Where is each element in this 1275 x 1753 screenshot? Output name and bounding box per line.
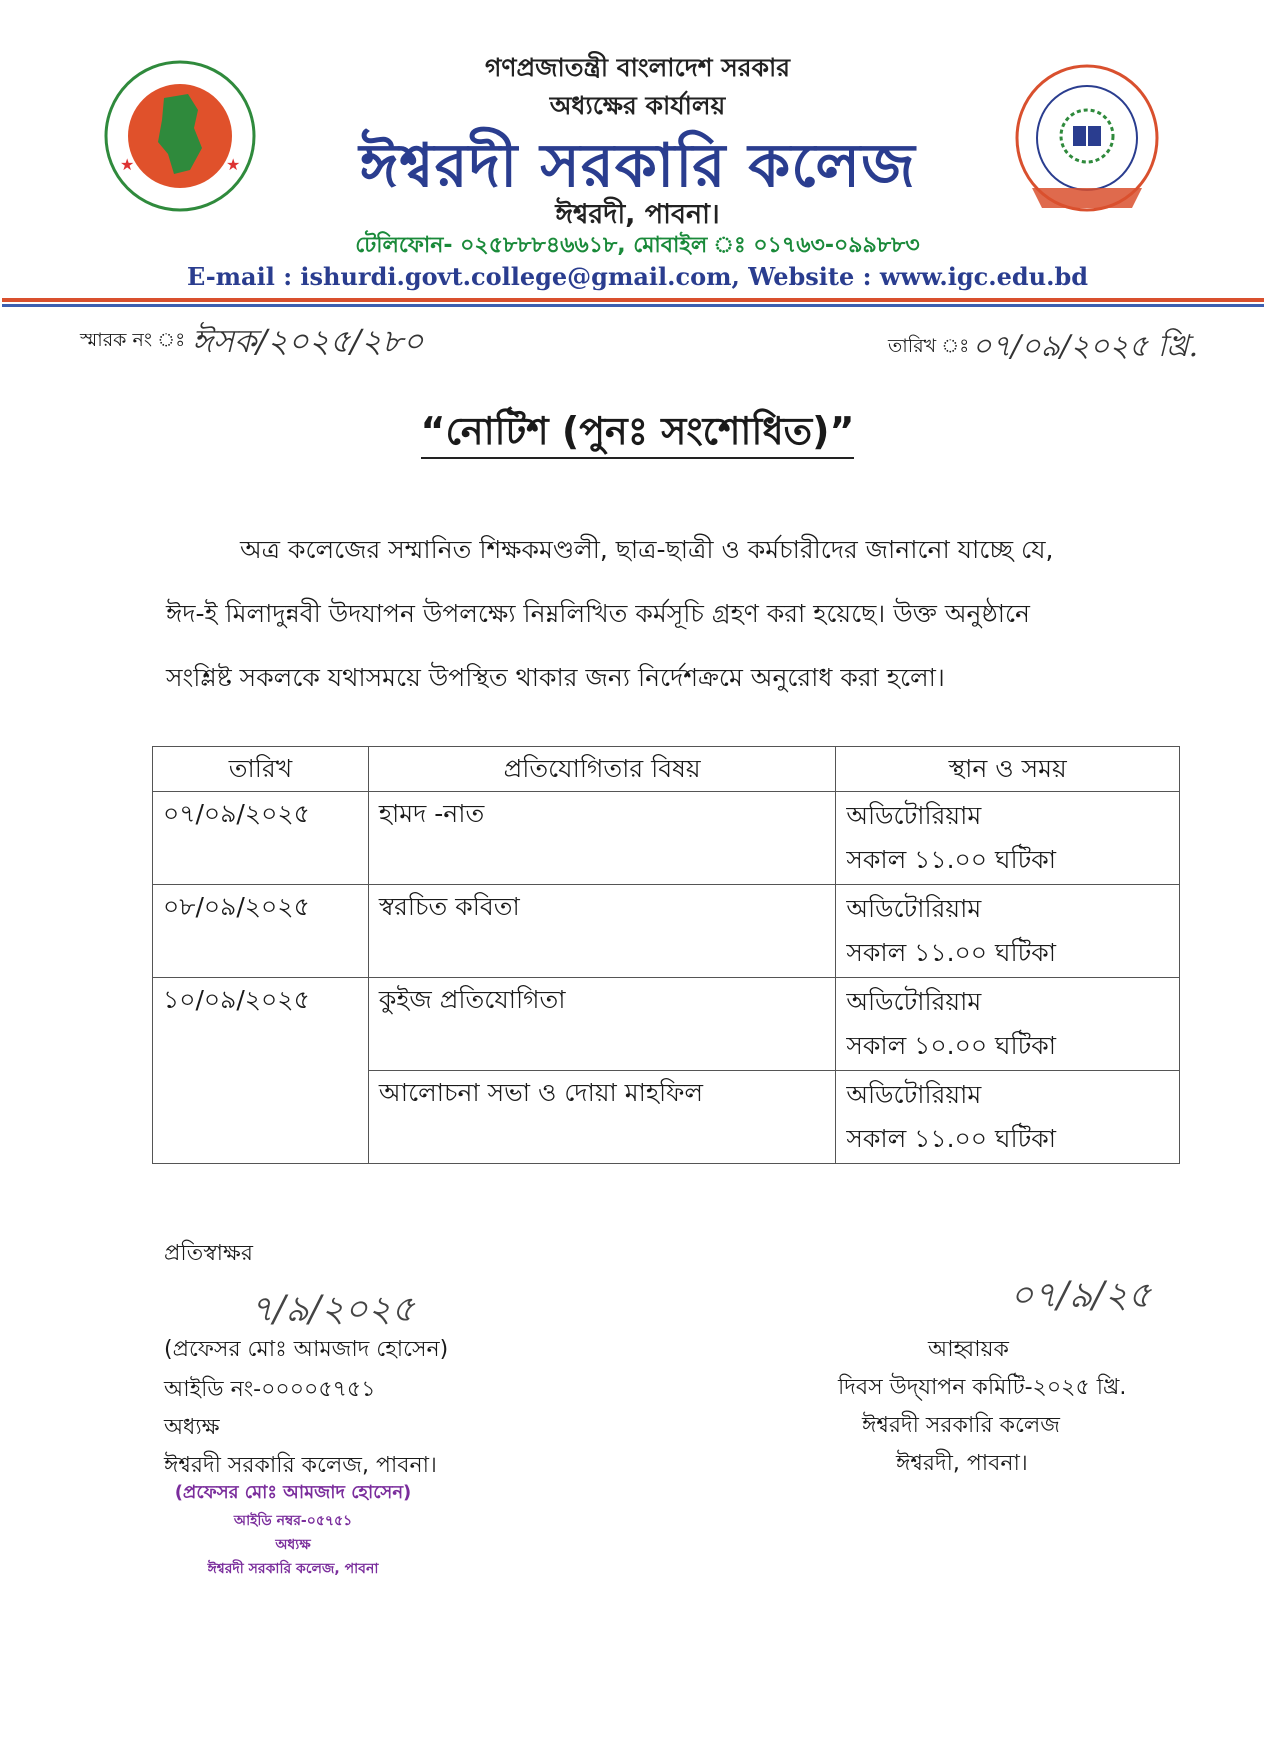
row-venue: অডিটোরিয়াম <box>846 801 982 830</box>
row-subject: কুইজ প্রতিযোগিতা <box>368 978 835 1071</box>
college-location: ঈশ্বরদী, পাবনা। <box>555 199 720 230</box>
stamp-name: (প্রফেসর মোঃ আমজাদ হোসেন) <box>174 1482 412 1503</box>
govt-heading: গণপ্রজাতন্ত্রী বাংলাদেশ সরকার <box>485 53 790 82</box>
office-heading: অধ্যক্ষের কার্যালয় <box>549 91 726 120</box>
convener-committee: দিবস উদ্‌যাপন কমিটি-২০২৫ খ্রি. <box>838 1375 1127 1400</box>
table-row <box>153 978 1180 1071</box>
header-subject: প্রতিযোগিতার বিষয় <box>368 747 835 792</box>
convener-signature-date: ০৭/৯/২৫ <box>1010 1275 1152 1316</box>
row-venue-time <box>836 1071 1180 1164</box>
seal-star-right: ★ <box>226 155 241 174</box>
countersign-label: প্রতিস্বাক্ষর <box>164 1241 253 1266</box>
header-date: তারিখ <box>153 747 369 792</box>
table-row <box>153 792 1180 885</box>
schedule-table <box>152 746 1180 1164</box>
row-time: সকাল ১১.০০ ঘটিকা <box>846 938 1056 967</box>
row-date: ০৭/০৯/২০২৫ <box>153 792 369 885</box>
stamp-institution: ঈশ্বরদী সরকারি কলেজ, পাবনা <box>207 1561 379 1577</box>
date-value: ০৭/০৯/২০২৫ খ্রি. <box>972 329 1199 364</box>
row-subject: হামদ -নাত <box>368 792 835 885</box>
principal-stamp <box>168 1478 418 1581</box>
college-name: ঈশ্বরদী সরকারি কলেজ <box>359 131 916 201</box>
header-divider-blue <box>2 304 1264 307</box>
principal-signature-date: ৭/৯/২০২৫ <box>250 1289 415 1330</box>
row-venue: অডিটোরিয়াম <box>846 987 982 1016</box>
row-time: সকাল ১১.০০ ঘটিকা <box>846 845 1056 874</box>
row-venue: অডিটোরিয়াম <box>846 894 982 923</box>
stamp-id: আইডি নম্বর-০৫৭৫১ <box>233 1513 353 1529</box>
convener-role: আহ্বায়ক <box>928 1337 1009 1362</box>
notice-line-2: ঈদ-ই মিলাদুন্নবী উদযাপন উপলক্ষ্যে নিম্নলিখিত কর্মসূচি গ্রহণ করা হয়েছে। উক্ত অনুষ্ঠানে <box>166 599 1030 628</box>
row-time: সকাল ১১.০০ ঘটিকা <box>846 1124 1056 1153</box>
contact-email-website: E-mail : ishurdi.govt.college@gmail.com, Website : www.igc.edu.bd <box>186 262 1089 291</box>
header-venue-time: স্থান ও সময় <box>836 747 1180 792</box>
memo-number: ঈসক/২০২৫/২৮০ <box>192 322 424 360</box>
memo-label: স্মারক নং ঃ <box>80 329 186 351</box>
principal-institution: ঈশ্বরদী সরকারি কলেজ, পাবনা। <box>164 1453 437 1478</box>
notice-title: “নোটিশ (পুনঃ সংশোধিত)” <box>0 402 1275 466</box>
table-row <box>153 885 1180 978</box>
principal-id: আইডি নং-০০০০৫৭৫১ <box>164 1377 376 1402</box>
row-venue-time <box>836 885 1180 978</box>
contact-phone: টেলিফোন- ০২৫৮৮৮৪৬৬১৮, মোবাইল ঃ ০১৭৬৩-০৯৯৮৮৩ <box>355 233 920 258</box>
table-header-row <box>153 747 1180 792</box>
row-date: ০৮/০৯/২০২৫ <box>153 885 369 978</box>
date-label: তারিখ ঃ <box>888 335 970 357</box>
notice-line-1: অত্র কলেজের সম্মানিত শিক্ষকমণ্ডলী, ছাত্র-ছাত্রী ও কর্মচারীদের জানানো যাচ্ছে যে, <box>240 535 1054 564</box>
stamp-designation: অধ্যক্ষ <box>275 1537 311 1553</box>
row-time: সকাল ১০.০০ ঘটিকা <box>846 1031 1056 1060</box>
header-divider-red <box>2 298 1264 302</box>
row-venue-time <box>836 978 1180 1071</box>
row-subject: স্বরচিত কবিতা <box>368 885 835 978</box>
notice-line-3: সংশ্লিষ্ট সকলকে যথাসময়ে উপস্থিত থাকার জন্য নির্দেশক্রমে অনুরোধ করা হলো। <box>166 663 945 692</box>
row-subject: আলোচনা সভা ও দোয়া মাহফিল <box>368 1071 835 1164</box>
convener-institution: ঈশ্বরদী সরকারি কলেজ <box>862 1413 1060 1438</box>
principal-designation: অধ্যক্ষ <box>164 1415 220 1440</box>
convener-location: ঈশ্বরদী, পাবনা। <box>896 1451 1028 1476</box>
row-venue-time <box>836 792 1180 885</box>
principal-name: (প্রফেসর মোঃ আমজাদ হোসেন) <box>164 1337 449 1362</box>
seal-star-left: ★ <box>120 155 135 174</box>
row-date: ১০/০৯/২০২৫ <box>153 978 369 1164</box>
row-venue: অডিটোরিয়াম <box>846 1080 982 1109</box>
